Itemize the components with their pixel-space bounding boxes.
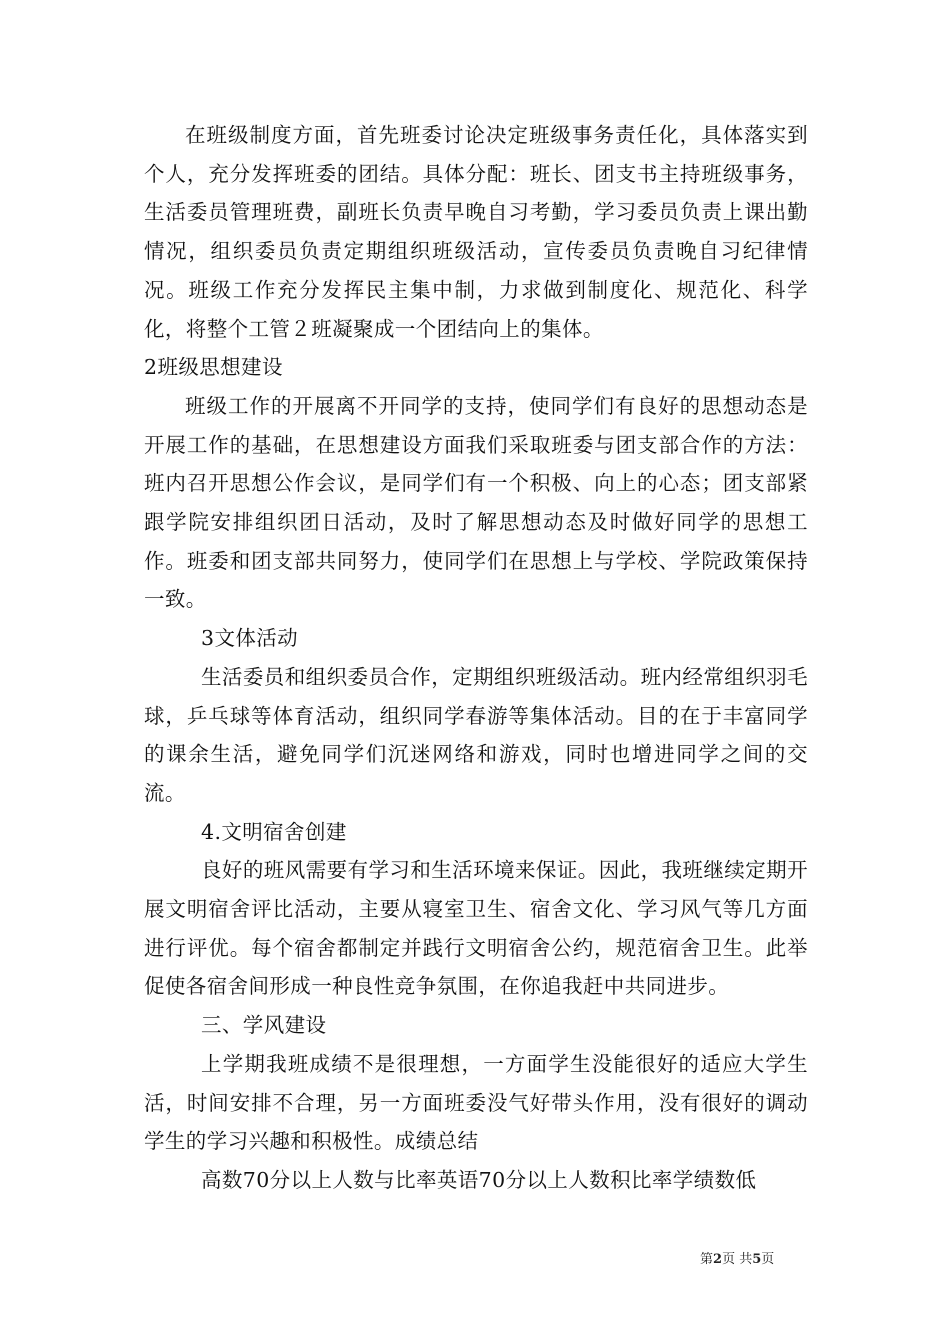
paragraph-class-system: 在班级制度方面，首先班委讨论决定班级事务责任化，具体落实到个人，充分发挥班委的团结。具体分配：班长、团支书主持班级事务，生活委员管理班费，副班长负责早晚自习考勤，学习委员负责上课出勤情况，组织委员负责定期组织班级活动，宣传委员负责晚自习纪律情况。班级工作充分发挥民主集中制，力求做到制度化、规范化、科学化，将整个工管２班凝聚成一个团结向上的集体。 [144,123,808,341]
heading-dorm-building: 4.文明宿舍创建 [201,819,347,844]
paragraph-score-summary: 高数70分以上人数与比率英语70分以上人数积比率学绩数低 [201,1167,757,1192]
footer-total-pages: 5 [752,1252,762,1267]
heading-study-style: 三、学风建设 [201,1013,327,1038]
paragraph-sports-activities: 生活委员和组织委员合作，定期组织班级活动。班内经常组织羽毛球，乒乓球等体育活动，组织同学春游等集体活动。目的在于丰富同学的课余生活，避免同学们沉迷网络和游戏，同时也增进同学之间的交流。 [144,664,808,805]
paragraph-ideology-building: 班级工作的开展离不开同学的支持，使同学们有良好的思想动态是开展工作的基础，在思想建设方面我们采取班委与团支部合作的方法：班内召开思想公作会议，是同学们有一个积极、向上的心态；团支部紧跟学院安排组织团日活动，及时了解思想动态及时做好同学的思想工作。班委和团支部共同努力，使同学们在思想上与学校、学院政策保持一致。 [144,393,808,612]
heading-sports-activities: 3文体活动 [201,626,299,651]
document-body [144,116,808,1200]
footer-current-page: 2 [713,1252,723,1267]
paragraph-dorm-building: 良好的班风需要有学习和生活环境来保证。因此，我班继续定期开展文明宿舍评比活动，主要从寝室卫生、宿舍文化、学习风气等几方面进行评优。每个宿舍都制定并践行文明宿舍公约，规范宿舍卫生。此举促使各宿舍间形成一种良性竞争氛围，在你追我赶中共同进步。 [144,858,808,999]
paragraph-study-style: 上学期我班成绩不是很理想，一方面学生没能很好的适应大学生活，时间安排不合理，另一方面班委没气好带头作用，没有很好的调动学生的学习兴趣和积极性。成绩总结 [144,1051,808,1154]
footer-suffix: 页 [761,1252,775,1267]
footer-prefix: 第 [700,1252,714,1267]
heading-ideology-building: 2班级思想建设 [144,355,283,380]
footer-middle: 页 共 [722,1252,753,1267]
page-number-footer [700,1248,774,1267]
